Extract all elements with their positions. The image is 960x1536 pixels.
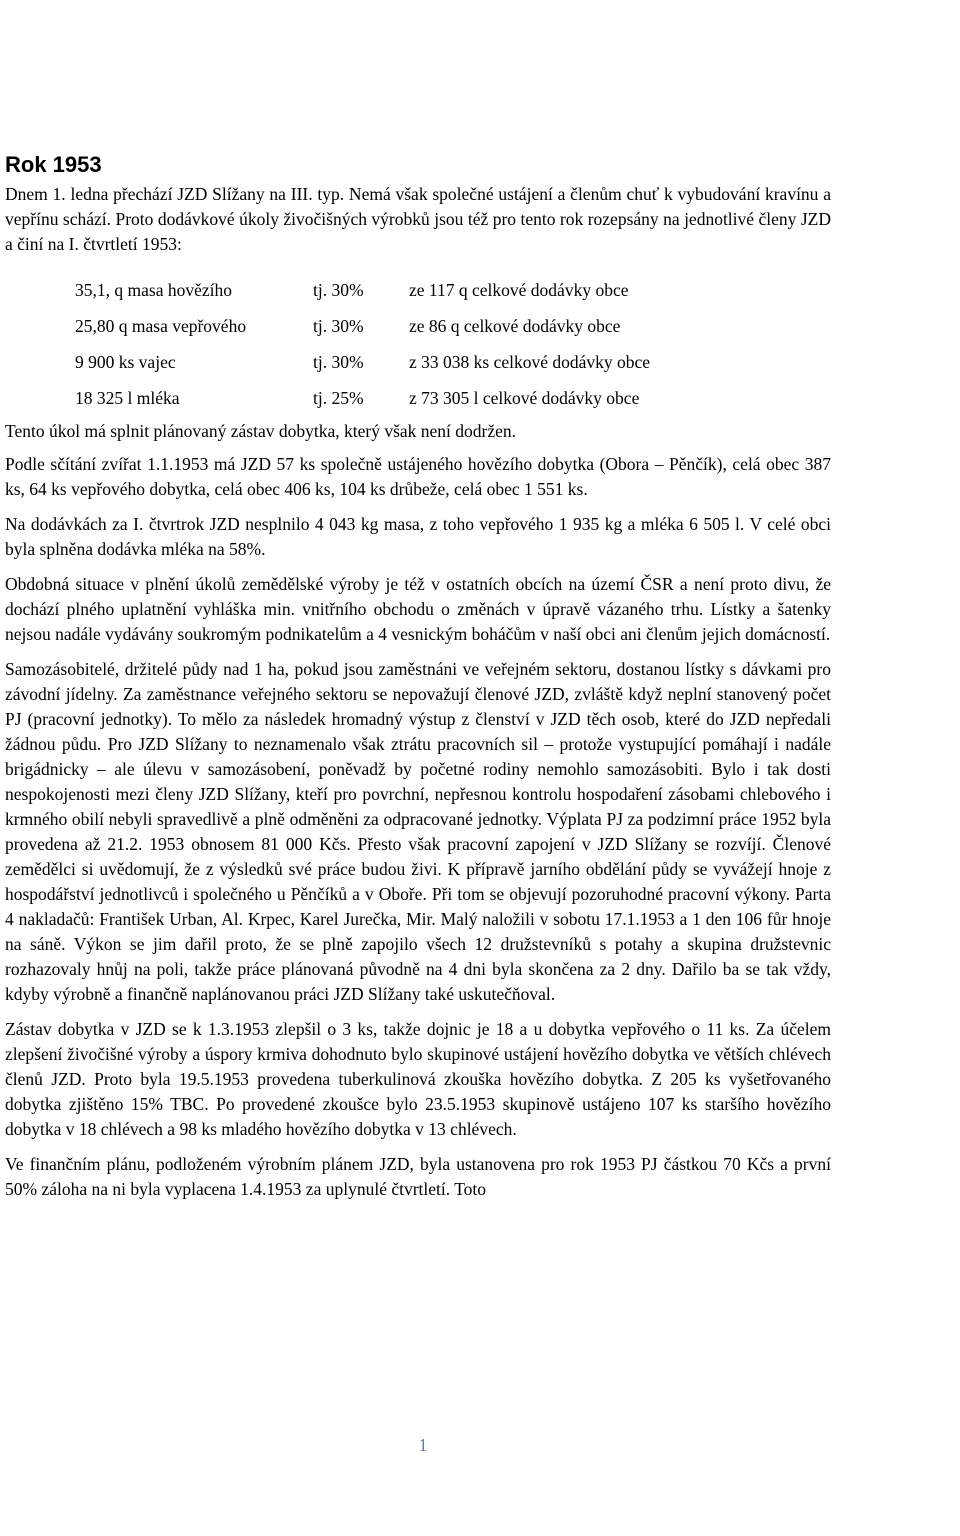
paragraph: Samozásobitelé, držitelé půdy nad 1 ha, pokud jsou zaměstnáni ve veřejném sektoru, dostanou lístky s dávkami pro závodní jídelny. Za zaměstnance veřejného sektoru se nepovažují členové JZD, zvláště když neplní stanovený počet PJ (pracovní jednotky). To mělo za následek hromadný výstup z členství v JZD těch osob, které do JZD nepředali žádnou půdu. Pro JZD Slížany to neznamenalo však ztrátu pracovních sil – protože vystupující pomáhají i nadále brigádnicky – ale úlevu v samozásobení, poněvadž by početné rodiny nemohlo samozásobiti. Bylo i tak dosti nespokojenosti mezi členy JZD Slížany, kteří pro povrchní, nepřesnou kontrolu hospodaření zásobami chlebového i krmného obilí nebyli spravedlivě a plně odměněni za odpracované jednotky. Výplata PJ za podzimní práce 1952 byla provedena až 21.2. 1953 obnosem 81 000 Kčs. Přesto však pracovní zapojení v JZD Slížany se rozvíjí. Členové zemědělci si uvědomují, že z výsledků své práce budou živi. K přípravě jarního obdělání půdy se vyvážejí hnoje z hospodářství jednotlivců i společného u Pěnčíků a v Oboře. Při tom se objevují pozoruhodné pracovní výkony. Parta 4 nakladačů: František Urban, Al. Krpec, Karel Jurečka, Mir. Malý naložili v sobotu 17.1.1953 a 1 den 106 fůr hnoje na sáně. Výkon se jim dařil proto, že se plně zapojilo všech 12 družstevníků s potahy a skupina družstevnic rozhazovaly hnůj na poli, takže práce plánovaná původně na 4 dni byla skončena za 2 dny. Dařilo ba se tak vždy, kdyby výrobně a finančně naplánovanou práci JZD Slížany také uskutečňoval. [5, 659, 831, 1004]
quota-share: tj. 30% [313, 315, 364, 336]
quota-row [75, 380, 775, 416]
quota-item: 9 900 ks vajec [75, 351, 176, 372]
paragraph: Obdobná situace v plnění úkolů zemědělské výroby je též v ostatních obcích na území ČSR a není proto divu, že dochází plného uplatnění vyhláška min. vnitřního obchodu o změnách v úpravě vázaného trhu. Lístky a šatenky nejsou nadále vydávány soukromým podnikatelům a 4 vesnickým boháčům v naší obci ani členům jejich domácností. [5, 574, 831, 644]
quota-note: ze 86 q celkové dodávky obce [409, 315, 621, 336]
quota-item: 35,1, q masa hovězího [75, 279, 232, 300]
body-text [5, 419, 831, 1212]
intro-paragraph: Dnem 1. ledna přechází JZD Slížany na III. typ. Nemá však společné ustájení a členům chuť k vybudování kravínu a vepřínu schází. Proto dodávkové úkoly živočišných výrobků jsou též pro tento rok rozepsány na jednotlivé členy JZD a činí na I. čtvrtletí 1953: [5, 184, 831, 254]
intro-section [5, 182, 831, 257]
quota-row [75, 344, 775, 380]
quota-row [75, 308, 775, 344]
paragraph: Tento úkol má splnit plánovaný zástav dobytka, který však není dodržen. [5, 421, 517, 441]
paragraph: Podle sčítání zvířat 1.1.1953 má JZD 57 ks společně ustájeného hovězího dobytka (Obora – Pěnčík), celá obec 387 ks, 64 ks vepřového dobytka, celá obec 406 ks, 104 ks drůbeže, celá obec 1 551 ks. [5, 454, 831, 499]
quota-item: 18 325 l mléka [75, 387, 180, 408]
page-heading: Rok 1953 [5, 152, 102, 177]
quota-note: ze 117 q celkové dodávky obce [409, 279, 629, 300]
quota-share: tj. 25% [313, 387, 364, 408]
quota-note: z 73 305 l celkové dodávky obce [409, 387, 640, 408]
page-number: 1 [418, 1435, 428, 1455]
delivery-quota-table [75, 272, 775, 416]
paragraph: Na dodávkách za I. čtvrtrok JZD nesplnilo 4 043 kg masa, z toho vepřového 1 935 kg a mléka 6 505 l. V celé obci byla splněna dodávka mléka na 58%. [5, 514, 831, 559]
quota-row [75, 272, 775, 308]
paragraph: Ve finančním plánu, podloženém výrobním plánem JZD, byla ustanovena pro rok 1953 PJ částkou 70 Kčs a první 50% záloha na ni byla vyplacena 1.4.1953 za uplynulé čtvrtletí. Toto [5, 1154, 831, 1199]
quota-item: 25,80 q masa vepřového [75, 315, 247, 336]
quota-note: z 33 038 ks celkové dodávky obce [409, 351, 651, 372]
quota-share: tj. 30% [313, 351, 364, 372]
paragraph: Zástav dobytka v JZD se k 1.3.1953 zlepšil o 3 ks, takže dojnic je 18 a u dobytka vepřového o 11 ks. Za účelem zlepšení živočišné výroby a úspory krmiva dohodnuto bylo skupinové ustájení hovězího dobytka ve větších chlévech členů JZD. Proto byla 19.5.1953 provedena tuberkulinová zkouška hovězího dobytka. Z 205 ks vyšetřovaného dobytka zjištěno 15% TBC. Po provedené zkoušce bylo 23.5.1953 skupinově ustájeno 107 ks staršího hovězího dobytka v 18 chlévech a 98 ks mladého hovězího dobytka v 13 chlévech. [5, 1019, 831, 1139]
quota-share: tj. 30% [313, 279, 364, 300]
